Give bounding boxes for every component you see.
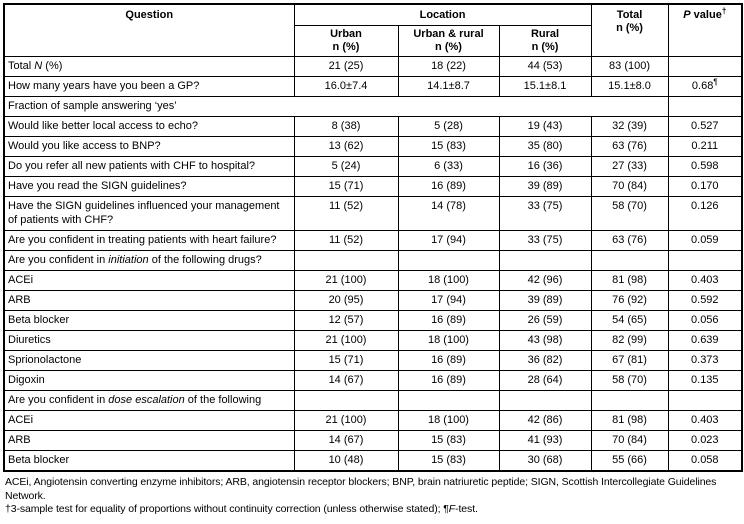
table-row xyxy=(4,411,742,431)
table-row xyxy=(4,331,742,351)
value-cell xyxy=(398,391,499,411)
table-row xyxy=(4,137,742,157)
value-cell: 16 (89) xyxy=(398,177,499,197)
value-cell: 42 (86) xyxy=(499,411,591,431)
question-cell: Are you confident in initiation of the following drugs? xyxy=(4,251,294,271)
question-cell: How many years have you been a GP? xyxy=(4,77,294,97)
value-cell: 12 (57) xyxy=(294,311,398,331)
question-cell: Total N (%) xyxy=(4,57,294,77)
p-value-cell: 0.058 xyxy=(668,451,742,472)
p-value-cell xyxy=(668,251,742,271)
value-cell: 33 (75) xyxy=(499,231,591,251)
column-header-urban: Urban n (%) xyxy=(294,26,398,57)
table-row xyxy=(4,311,742,331)
results-table xyxy=(3,3,743,472)
p-value-cell: 0.527 xyxy=(668,117,742,137)
value-cell: 14.1±8.7 xyxy=(398,77,499,97)
value-cell: 20 (95) xyxy=(294,291,398,311)
value-cell: 6 (33) xyxy=(398,157,499,177)
table-footnotes xyxy=(3,472,744,519)
value-cell: 54 (65) xyxy=(591,311,668,331)
value-cell: 63 (76) xyxy=(591,231,668,251)
value-cell: 18 (100) xyxy=(398,331,499,351)
question-cell: Have the SIGN guidelines influenced your management of patients with CHF? xyxy=(4,197,294,231)
value-cell: 14 (78) xyxy=(398,197,499,231)
p-value-cell: 0.598 xyxy=(668,157,742,177)
value-cell: 17 (94) xyxy=(398,231,499,251)
value-cell: 15.1±8.1 xyxy=(499,77,591,97)
table-row xyxy=(4,431,742,451)
p-value-cell: 0.059 xyxy=(668,231,742,251)
table-row xyxy=(4,451,742,472)
value-cell: 15 (71) xyxy=(294,351,398,371)
column-header-total: Total n (%) xyxy=(591,4,668,57)
column-header-question: Question xyxy=(4,4,294,57)
p-value-cell: 0.056 xyxy=(668,311,742,331)
question-cell: ACEi xyxy=(4,411,294,431)
value-cell: 36 (82) xyxy=(499,351,591,371)
value-cell: 26 (59) xyxy=(499,311,591,331)
value-cell: 63 (76) xyxy=(591,137,668,157)
value-cell: 58 (70) xyxy=(591,197,668,231)
value-cell: 15 (83) xyxy=(398,431,499,451)
value-cell: 14 (67) xyxy=(294,371,398,391)
p-value-cell xyxy=(668,57,742,77)
value-cell: 13 (62) xyxy=(294,137,398,157)
question-cell: Fraction of sample answering ‘yes’ xyxy=(4,97,668,117)
column-header-pvalue: P value† xyxy=(668,4,742,57)
value-cell xyxy=(591,251,668,271)
value-cell: 70 (84) xyxy=(591,431,668,451)
column-header-location: Location xyxy=(294,4,591,26)
value-cell: 16 (89) xyxy=(398,311,499,331)
value-cell: 18 (100) xyxy=(398,271,499,291)
value-cell: 81 (98) xyxy=(591,271,668,291)
p-value-cell: 0.639 xyxy=(668,331,742,351)
table-header xyxy=(4,4,742,57)
value-cell: 15 (71) xyxy=(294,177,398,197)
table-row xyxy=(4,177,742,197)
value-cell xyxy=(294,251,398,271)
table-row xyxy=(4,251,742,271)
table-row xyxy=(4,271,742,291)
question-cell: ACEi xyxy=(4,271,294,291)
column-header-rural: Rural n (%) xyxy=(499,26,591,57)
value-cell: 27 (33) xyxy=(591,157,668,177)
value-cell: 21 (100) xyxy=(294,271,398,291)
section-row xyxy=(4,97,742,117)
p-value-cell: 0.592 xyxy=(668,291,742,311)
header-row-top xyxy=(4,4,742,26)
p-value-cell xyxy=(668,97,742,117)
value-cell: 39 (89) xyxy=(499,291,591,311)
value-cell: 28 (64) xyxy=(499,371,591,391)
value-cell: 67 (81) xyxy=(591,351,668,371)
value-cell xyxy=(499,251,591,271)
value-cell: 30 (68) xyxy=(499,451,591,472)
question-cell: ARB xyxy=(4,291,294,311)
value-cell: 83 (100) xyxy=(591,57,668,77)
table-row xyxy=(4,371,742,391)
table-row xyxy=(4,351,742,371)
value-cell: 35 (80) xyxy=(499,137,591,157)
value-cell: 32 (39) xyxy=(591,117,668,137)
value-cell: 21 (25) xyxy=(294,57,398,77)
table-row xyxy=(4,77,742,97)
value-cell: 76 (92) xyxy=(591,291,668,311)
p-value-cell: 0.211 xyxy=(668,137,742,157)
value-cell: 5 (24) xyxy=(294,157,398,177)
value-cell: 17 (94) xyxy=(398,291,499,311)
value-cell: 16 (36) xyxy=(499,157,591,177)
question-cell: Are you confident in dose escalation of the following xyxy=(4,391,294,411)
value-cell: 18 (100) xyxy=(398,411,499,431)
p-value-cell: 0.170 xyxy=(668,177,742,197)
question-cell: Beta blocker xyxy=(4,451,294,472)
question-cell: Digoxin xyxy=(4,371,294,391)
value-cell: 42 (96) xyxy=(499,271,591,291)
value-cell: 41 (93) xyxy=(499,431,591,451)
value-cell: 14 (67) xyxy=(294,431,398,451)
value-cell: 16.0±7.4 xyxy=(294,77,398,97)
value-cell: 33 (75) xyxy=(499,197,591,231)
question-cell: Sprionolactone xyxy=(4,351,294,371)
footnote-statistical-tests: †3-sample test for equality of proportions without continuity correction (unless otherwise stated); ¶F-test. xyxy=(5,503,478,515)
value-cell: 15 (83) xyxy=(398,451,499,472)
column-header-urban-rural: Urban & rural n (%) xyxy=(398,26,499,57)
table-row xyxy=(4,391,742,411)
p-value-cell: 0.126 xyxy=(668,197,742,231)
value-cell: 18 (22) xyxy=(398,57,499,77)
value-cell: 11 (52) xyxy=(294,197,398,231)
value-cell: 43 (98) xyxy=(499,331,591,351)
value-cell: 16 (89) xyxy=(398,351,499,371)
table-row xyxy=(4,197,742,231)
p-value-cell xyxy=(668,391,742,411)
table-row xyxy=(4,57,742,77)
value-cell: 55 (66) xyxy=(591,451,668,472)
question-cell: Are you confident in treating patients with heart failure? xyxy=(4,231,294,251)
question-cell: Beta blocker xyxy=(4,311,294,331)
question-cell: Do you refer all new patients with CHF to hospital? xyxy=(4,157,294,177)
value-cell: 21 (100) xyxy=(294,331,398,351)
question-cell: Would you like access to BNP? xyxy=(4,137,294,157)
question-cell: ARB xyxy=(4,431,294,451)
table-row xyxy=(4,157,742,177)
value-cell xyxy=(398,251,499,271)
p-value-cell: 0.68¶ xyxy=(668,77,742,97)
value-cell: 44 (53) xyxy=(499,57,591,77)
value-cell: 11 (52) xyxy=(294,231,398,251)
value-cell: 21 (100) xyxy=(294,411,398,431)
value-cell: 70 (84) xyxy=(591,177,668,197)
value-cell: 19 (43) xyxy=(499,117,591,137)
value-cell: 5 (28) xyxy=(398,117,499,137)
value-cell xyxy=(499,391,591,411)
value-cell: 82 (99) xyxy=(591,331,668,351)
p-value-cell: 0.373 xyxy=(668,351,742,371)
value-cell: 10 (48) xyxy=(294,451,398,472)
value-cell: 15.1±8.0 xyxy=(591,77,668,97)
table-row xyxy=(4,117,742,137)
question-cell: Diuretics xyxy=(4,331,294,351)
footnote-abbreviations: ACEi, Angiotensin converting enzyme inhibitors; ARB, angiotensin receptor blockers; BNP, brain natriuretic peptide; SIGN, Scottish Intercollegiate Guidelines Network. xyxy=(5,476,717,502)
table-row xyxy=(4,231,742,251)
value-cell: 81 (98) xyxy=(591,411,668,431)
p-value-cell: 0.403 xyxy=(668,411,742,431)
value-cell: 8 (38) xyxy=(294,117,398,137)
table-row xyxy=(4,291,742,311)
value-cell: 39 (89) xyxy=(499,177,591,197)
value-cell: 16 (89) xyxy=(398,371,499,391)
question-cell: Would like better local access to echo? xyxy=(4,117,294,137)
p-value-cell: 0.135 xyxy=(668,371,742,391)
value-cell xyxy=(591,391,668,411)
p-value-cell: 0.023 xyxy=(668,431,742,451)
question-cell: Have you read the SIGN guidelines? xyxy=(4,177,294,197)
table-body xyxy=(4,57,742,472)
value-cell xyxy=(294,391,398,411)
value-cell: 15 (83) xyxy=(398,137,499,157)
p-value-cell: 0.403 xyxy=(668,271,742,291)
value-cell: 58 (70) xyxy=(591,371,668,391)
